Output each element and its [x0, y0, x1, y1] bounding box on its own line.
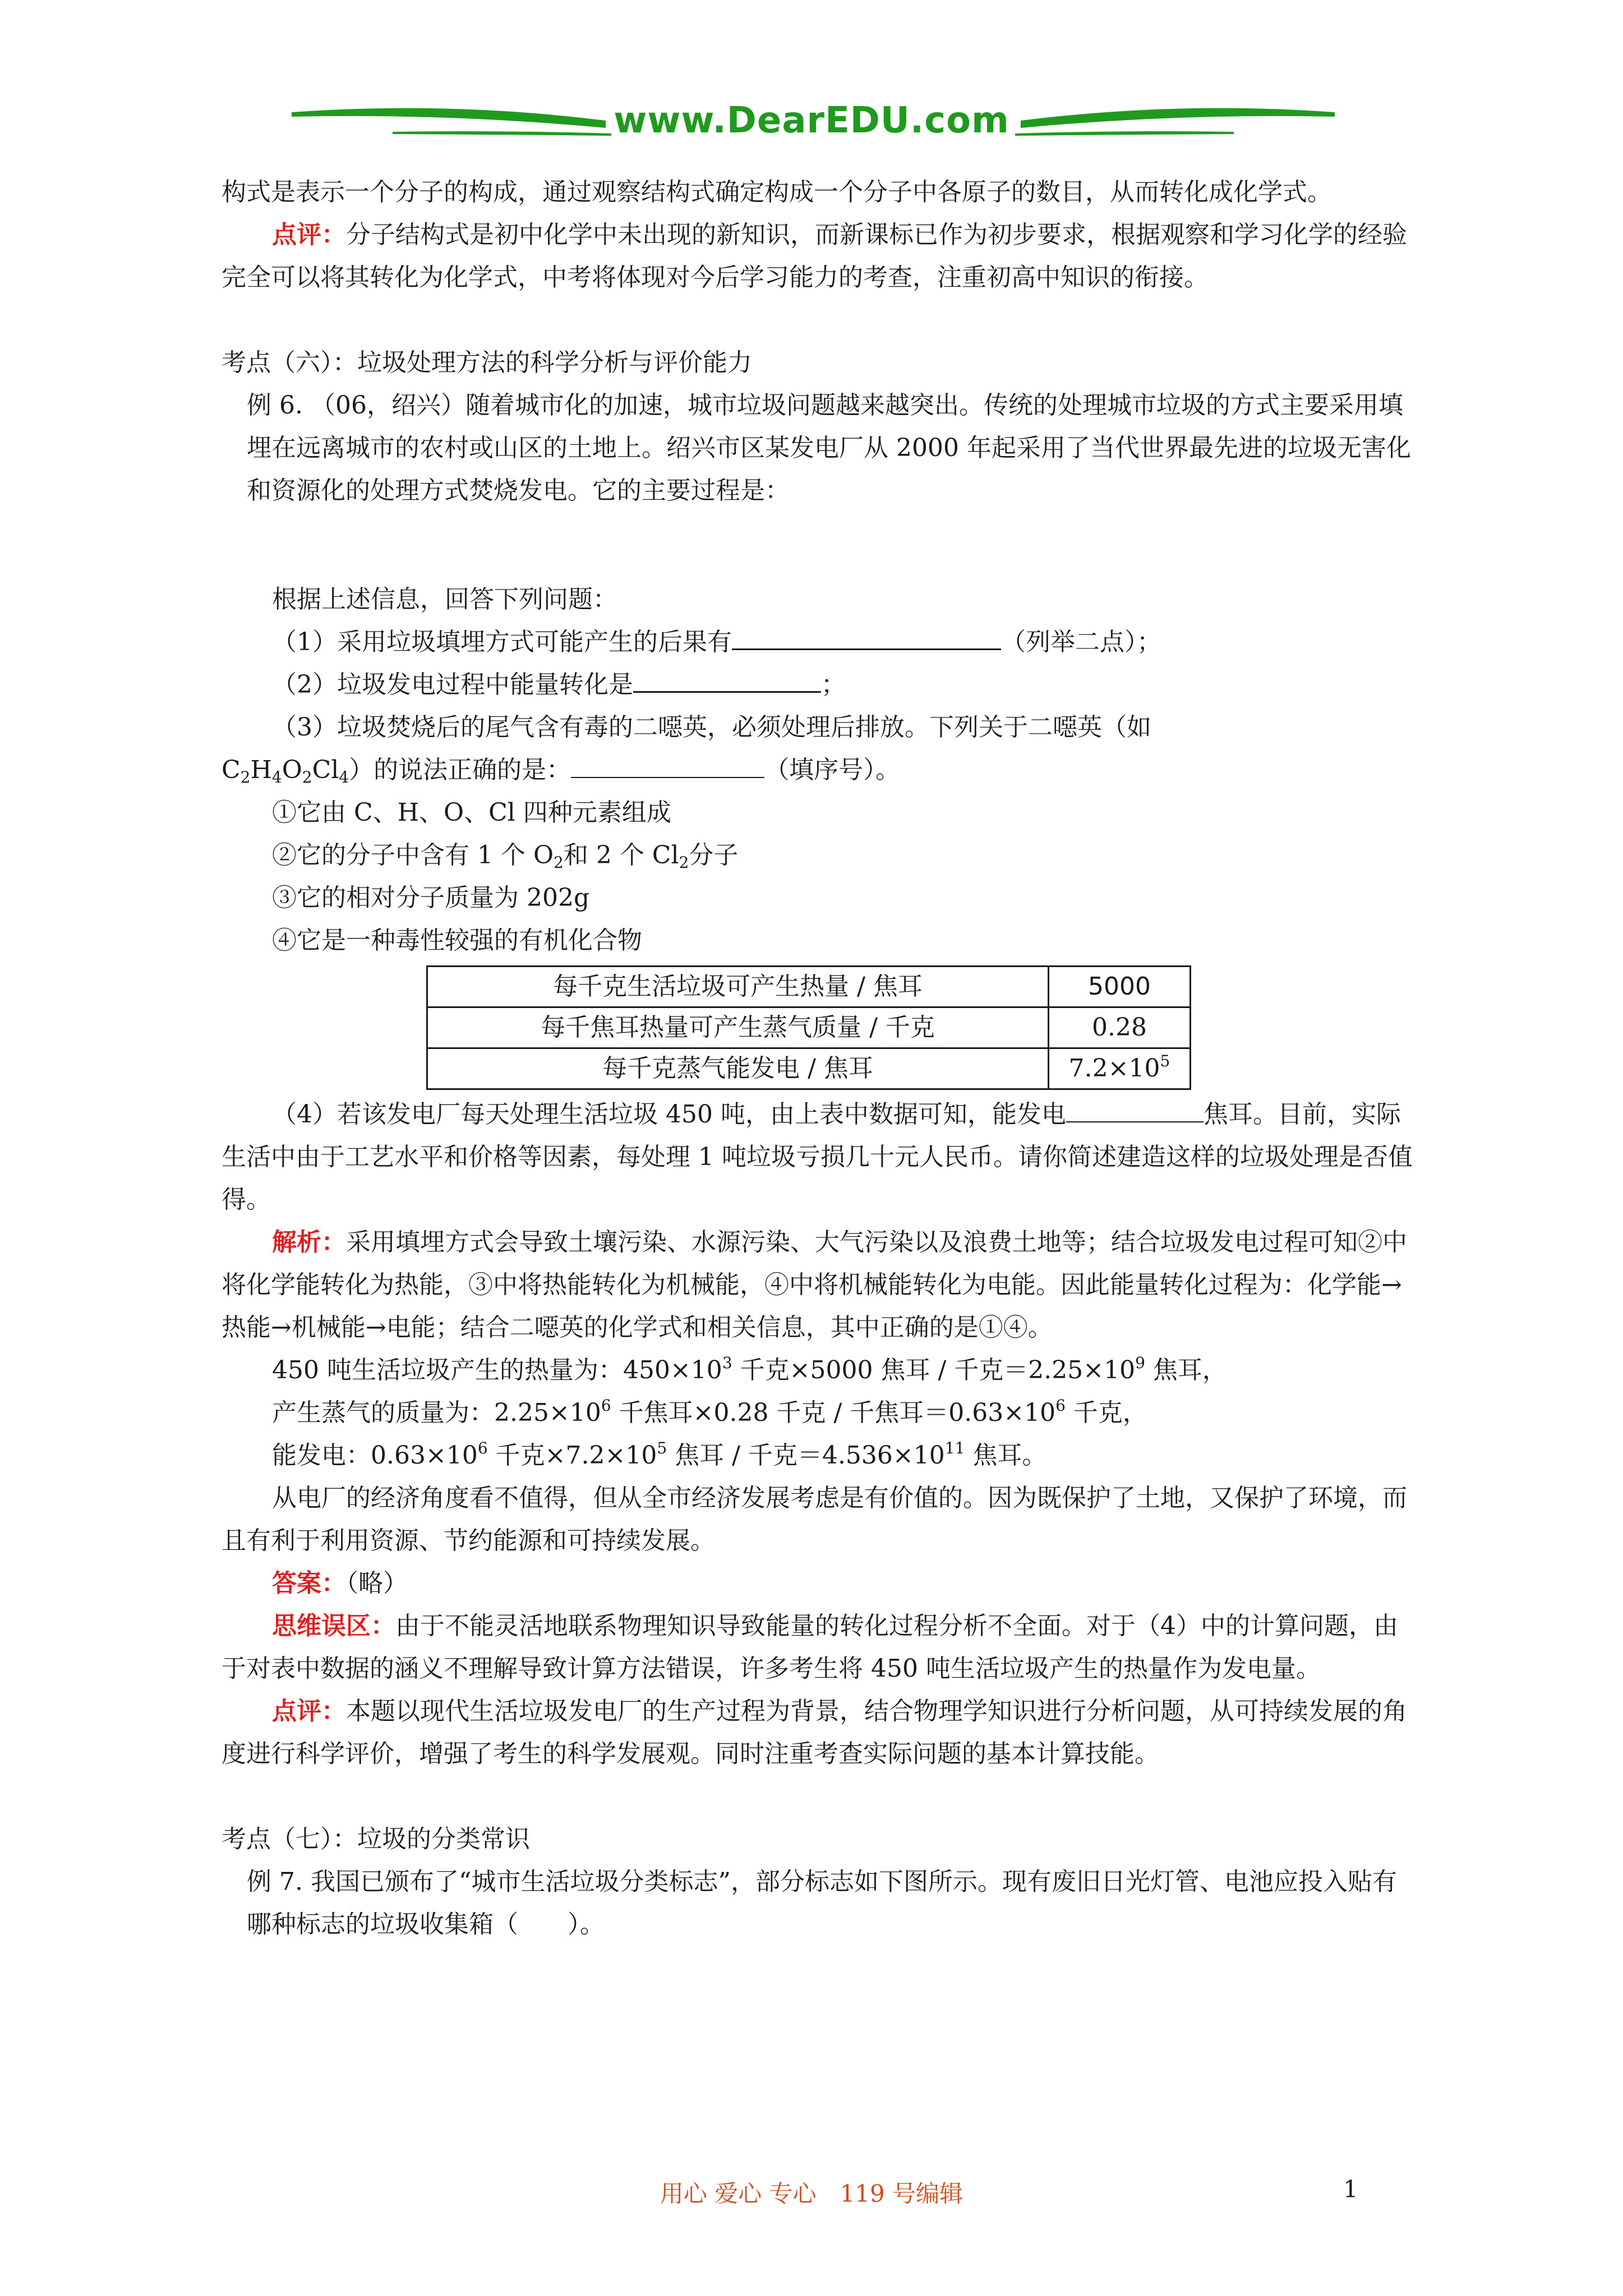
question-3-formula-line [222, 749, 1413, 792]
question-intro: 根据上述信息，回答下列问题： [272, 585, 617, 614]
calc-exp: 3 [722, 1354, 732, 1372]
review-paragraph [222, 1690, 1413, 1775]
calc-exp: 6 [1055, 1396, 1066, 1415]
calc-exp: 6 [601, 1396, 611, 1415]
formula-cl: Cl [312, 756, 339, 784]
answer-paragraph [222, 1562, 1413, 1605]
table-cell: 5000 [1049, 967, 1191, 1007]
answer-blank-3[interactable] [571, 754, 764, 778]
calc-exp: 11 [944, 1439, 965, 1457]
option-1: ①它由 C、H、O、Cl 四种元素组成 [272, 798, 671, 827]
section-heading-7: 考点（七）：垃圾的分类常识 [222, 1825, 530, 1853]
calc-line-3 [222, 1434, 1413, 1477]
calc-text: 千克×7.2×10 [487, 1441, 657, 1470]
economics-paragraph: 从电厂的经济角度看不值得，但从全市经济发展考虑是有价值的。因为既保护了土地，又保护了环境，而且有利于利用资源、节约能源和可持续发展。 [222, 1484, 1407, 1555]
answer-blank-4[interactable] [1066, 1099, 1204, 1122]
calc-text: 焦耳 / 千克＝4.536×10 [667, 1441, 945, 1470]
paragraph: 构式是表示一个分子的构成，通过观察结构式确定构成一个分子中各原子的数目，从而转化成化学式。 [222, 178, 1332, 206]
calc-line-2 [222, 1392, 1413, 1434]
calc-text: 焦耳， [1145, 1356, 1227, 1384]
comment-label: 点评： [272, 220, 346, 249]
calc-exp: 6 [477, 1439, 488, 1457]
table-cell: 每千克蒸气能发电 / 焦耳 [427, 1048, 1049, 1089]
question-4-text: （4）若该发电厂每天处理生活垃圾 450 吨，由上表中数据可知，能发电 [272, 1100, 1066, 1129]
answer-label: 答案： [272, 1569, 346, 1598]
question-1-text: （1）采用垃圾填埋方式可能产生的后果有 [272, 628, 732, 656]
site-header [0, 90, 1623, 168]
calc-text: 能发电：0.63×10 [272, 1441, 478, 1470]
calc-text: 450 吨生活垃圾产生的热量为：450×10 [272, 1356, 722, 1384]
answer-text: （略） [346, 1569, 408, 1598]
question-3-text: ）的说法正确的是： [349, 756, 571, 784]
comment-text: 分子结构式是初中化学中未出现的新知识，而新课标已作为初步要求，根据观察和学习化学的经验完全可以将其转化为化学式，中考将体现对今后学习能力的考查，注重初高中知识的衔接。 [222, 220, 1407, 292]
analysis-paragraph [222, 1221, 1413, 1349]
table-row [427, 1048, 1191, 1089]
formula-sub: 2 [679, 853, 689, 872]
option-2-text: 和 2 个 Cl [563, 841, 679, 869]
example-7: 例 7. 我国已颁布了“城市生活垃圾分类标志”，部分标志如下图所示。现有废旧日光灯管、电池应投入贴有哪种标志的垃圾收集箱（ ）。 [247, 1867, 1397, 1939]
option-4: ④它是一种毒性较强的有机化合物 [272, 926, 642, 955]
analysis-text: 采用填埋方式会导致土壤污染、水源污染、大气污染以及浪费土地等；结合垃圾发电过程可知②中将化学能转化为热能，③中将热能转化为机械能，④中将机械能转化为电能。因此能量转化过程为：化学能→热能→机械能→电能；结合二噁英的化学式和相关信息，其中正确的是①④。 [222, 1228, 1407, 1342]
calc-text: 产生蒸气的质量为：2.25×10 [272, 1398, 601, 1427]
question-2 [222, 664, 1413, 706]
option-2-text: 分子 [689, 841, 739, 869]
answer-blank-1[interactable] [732, 626, 1001, 650]
option-2-text: ②它的分子中含有 1 个 O [272, 841, 554, 869]
option-2 [222, 834, 1413, 877]
misconception-paragraph [222, 1605, 1413, 1690]
analysis-label: 解析： [272, 1228, 346, 1257]
document-body [222, 171, 1413, 1946]
question-4 [222, 1093, 1413, 1221]
table-cell: 每千克生活垃圾可产生热量 / 焦耳 [427, 967, 1049, 1007]
table-value-exp: 5 [1160, 1052, 1170, 1070]
misconception-label: 思维误区： [272, 1612, 395, 1640]
table-cell [1049, 1048, 1191, 1089]
calc-exp: 9 [1135, 1354, 1145, 1372]
question-2-suffix: ； [821, 670, 846, 699]
question-1 [222, 621, 1413, 664]
formula-sub: 2 [302, 768, 312, 786]
data-table [426, 965, 1191, 1090]
table-row [427, 1007, 1191, 1048]
review-label: 点评： [272, 1697, 346, 1726]
question-2-text: （2）垃圾发电过程中能量转化是 [272, 670, 633, 699]
example-6: 例 6. （06，绍兴）随着城市化的加速，城市垃圾问题越来越突出。传统的处理城市垃圾的方式主要采用填埋在远离城市的农村或山区的土地上。绍兴市区某发电厂从 2000 年起采用了当代世界最先进的垃圾无害化和资源化的处理方式焚烧发电。它的主要过程是： [247, 391, 1411, 505]
answer-blank-2[interactable] [633, 669, 821, 693]
question-1-suffix: （列举二点）； [1001, 628, 1161, 656]
calc-text: 焦耳。 [965, 1441, 1047, 1470]
option-3: ③它的相对分子质量为 202g [272, 884, 590, 912]
comment-paragraph [222, 214, 1413, 299]
table-cell: 0.28 [1049, 1007, 1191, 1048]
formula-sub: 4 [339, 768, 349, 786]
calc-text: 千克， [1065, 1398, 1147, 1427]
formula-sub: 4 [271, 768, 282, 786]
table-value: 7.2×10 [1068, 1054, 1160, 1083]
review-text: 本题以现代生活垃圾发电厂的生产过程为背景，结合物理学知识进行分析问题，从可持续发展的角度进行科学评价，增强了考生的科学发展观。同时注重考查实际问题的基本计算技能。 [222, 1697, 1407, 1768]
question-4-suffix: 焦耳。目前，实际生活中由于工艺水平和价格等因素，每处理 1 吨垃圾亏损几十元人民币。请你简述建造这样的垃圾处理是否值得。 [222, 1100, 1413, 1214]
formula-sub: 2 [554, 853, 564, 872]
question-3: （3）垃圾焚烧后的尾气含有毒的二噁英，必须处理后排放。下列关于二噁英（如 [272, 713, 1151, 742]
calc-text: 千焦耳×0.28 千克 / 千焦耳＝0.63×10 [611, 1398, 1056, 1427]
misconception-text: 由于不能灵活地联系物理知识导致能量的转化过程分析不全面。对于（4）中的计算问题，由于对表中数据的涵义不理解导致计算方法错误，许多考生将 450 吨生活垃圾产生的热量作为发电量。 [222, 1612, 1398, 1683]
section-heading-6: 考点（六）：垃圾处理方法的科学分析与评价能力 [222, 348, 752, 377]
site-name[interactable]: www.DearEDU.com [614, 100, 1009, 141]
formula-sub: 2 [240, 768, 251, 786]
table-row [427, 967, 1191, 1007]
calc-text: 千克×5000 焦耳 / 千克＝2.25×10 [732, 1356, 1136, 1384]
question-3-suffix: （填序号）。 [764, 756, 901, 784]
formula-h: H [250, 756, 272, 784]
table-cell: 每千焦耳热量可产生蒸气质量 / 千克 [427, 1007, 1049, 1048]
page-number: 1 [1343, 2175, 1358, 2203]
formula-o: O [282, 756, 302, 784]
page-footer: 用心 爱心 专心 119 号编辑 [660, 2180, 963, 2207]
calc-line-1 [222, 1349, 1413, 1392]
formula-c: C [222, 756, 241, 784]
calc-exp: 5 [657, 1439, 667, 1457]
